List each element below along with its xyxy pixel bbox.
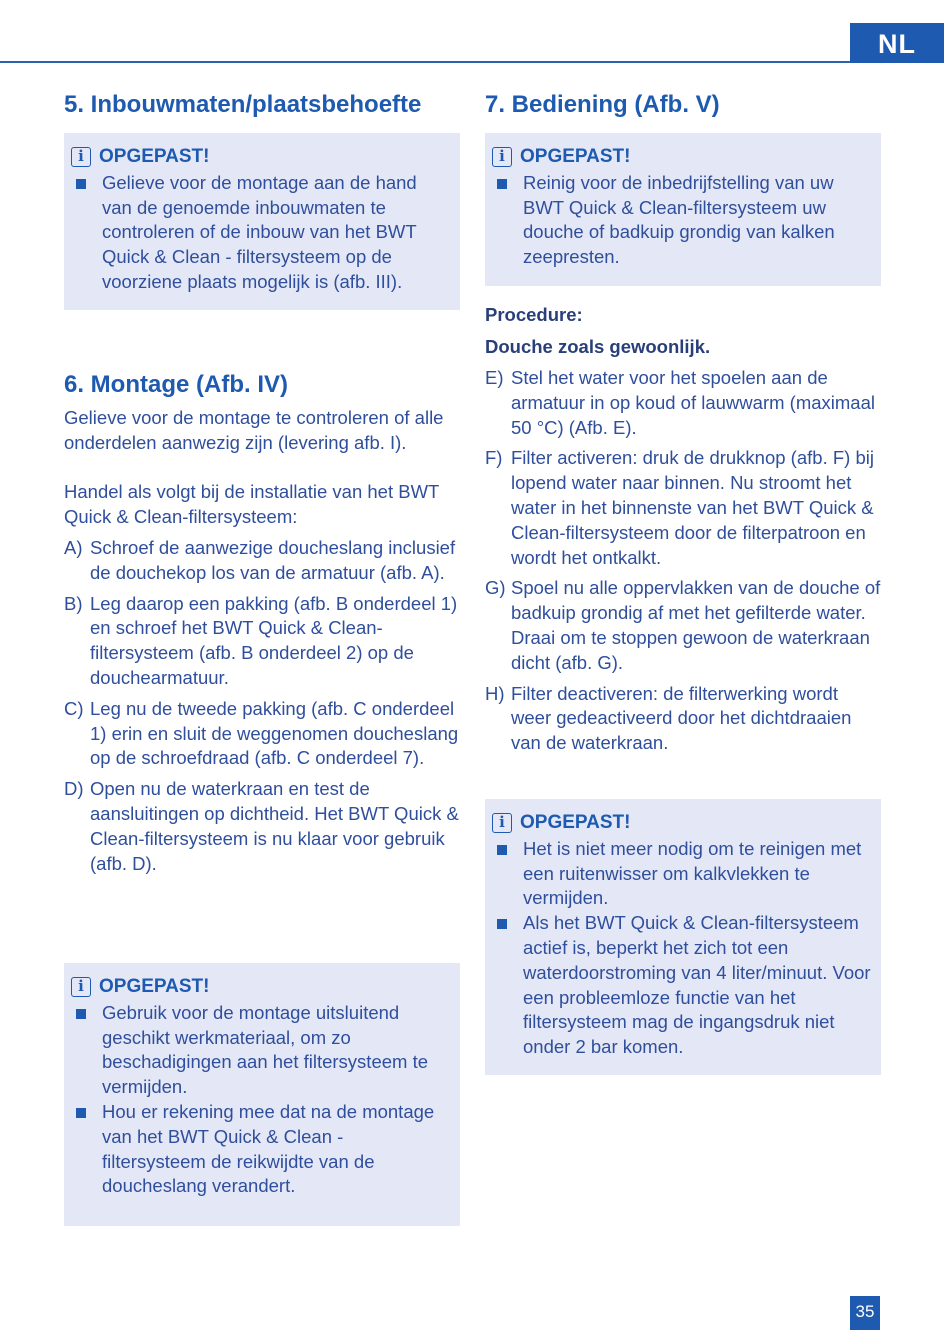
- step-label: F): [485, 447, 503, 469]
- warning-item: Gelieve voor de montage aan de hand van de genoemde inbouwmaten te controleren of de inbouw van het BWT Quick & Clean - filtersysteem op de voorziene plaats mogelijk is (afb. III).: [71, 171, 450, 295]
- warning-header: [71, 975, 450, 1000]
- step-label: B): [64, 592, 83, 614]
- step-text: Schroef de aanwezige doucheslang inclusief de douchekop los van de armatuur (afb. A).: [90, 537, 456, 583]
- warning-list: [492, 171, 871, 270]
- step-d: [64, 777, 460, 876]
- montage-intro-2: Handel als volgt bij de installatie van het BWT Quick & Clean-filtersysteem:: [64, 481, 439, 527]
- step-c: [64, 697, 460, 771]
- step-text: Open nu de waterkraan en test de aansluitingen op dichtheid. Het BWT Quick & Clean-filtersysteem is nu klaar voor gebruik (afb. D).: [90, 778, 459, 874]
- step-f: [485, 446, 881, 570]
- step-g: [485, 576, 881, 675]
- warning-item: Reinig voor de inbedrijfstelling van uw BWT Quick & Clean-filtersysteem uw douche of badkuip grondig van kalken zeepresten.: [492, 171, 871, 270]
- step-text: Leg nu de tweede pakking (afb. C onderdeel 1) erin en sluit de weggenomen doucheslang op de schroefdraad (afb. C onderdeel 7).: [90, 697, 459, 769]
- step-b: [64, 592, 460, 691]
- warning-item: Hou er rekening mee dat na de montage van het BWT Quick & Clean - filtersysteem de reikwijdte van de doucheslang verandert.: [71, 1100, 450, 1199]
- step-text: Filter deactiveren: de filterwerking wordt weer gedeactiveerd door het dichtdraaien van de waterkraan.: [511, 682, 852, 754]
- warning-box-installation-dimensions: [64, 133, 460, 310]
- step-text: Leg daarop een pakking (afb. B onderdeel 1) en schroef het BWT Quick & Clean-filtersysteem (afb. B onderdeel 2) op de douchearmatuur.: [90, 592, 458, 688]
- section-5-title: 5. Inbouwmaten/plaatsbehoefte: [64, 91, 422, 118]
- montage-steps: [64, 536, 460, 882]
- step-label: G): [485, 577, 506, 599]
- step-label: D): [64, 778, 84, 800]
- info-icon: i: [492, 813, 512, 833]
- section-7-title: 7. Bediening (Afb. V): [485, 91, 720, 118]
- section-6-title: 6. Montage (Afb. IV): [64, 371, 288, 398]
- warning-label: OPGEPAST!: [520, 146, 631, 167]
- warning-box-operation: [485, 799, 881, 1075]
- step-text: Stel het water voor het spoelen aan de armatuur in op koud of lauwwarm (maximaal 50 °C) (Afb. E).: [511, 367, 875, 438]
- operation-steps: [485, 366, 881, 762]
- warning-header: [492, 811, 871, 836]
- step-text: Spoel nu alle oppervlakken van de douche of badkuip grondig af met het gefilterde water. Draai om te stoppen gewoon de waterkraan dicht (afb. G).: [511, 577, 881, 673]
- step-e: [485, 366, 881, 440]
- step-a: [64, 536, 460, 586]
- step-h: [485, 682, 881, 756]
- step-label: C): [64, 697, 84, 719]
- step-label: E): [485, 367, 504, 388]
- warning-box-montage: [64, 963, 460, 1226]
- step-text: Filter activeren: druk de drukknop (afb. F) bij lopend water naar binnen. Nu stroomt het water in het binnenste van het BWT Quick & Clean-filtersysteem door de filterpatroon en wordt het ontkalkt.: [511, 447, 874, 568]
- procedure-subtitle: Douche zoals gewoonlijk.: [485, 336, 711, 357]
- info-icon: i: [71, 977, 91, 997]
- header-rule: [0, 61, 850, 63]
- warning-header: [71, 145, 450, 170]
- page-number: 35: [850, 1296, 880, 1330]
- warning-list: [492, 837, 871, 1060]
- warning-list: [71, 171, 450, 295]
- warning-item: Gebruik voor de montage uitsluitend geschikt werkmateriaal, om zo beschadigingen aan het filtersysteem te vermijden.: [71, 1001, 450, 1100]
- warning-header: [492, 145, 871, 170]
- warning-list: [71, 1001, 450, 1199]
- info-icon: i: [492, 147, 512, 167]
- warning-item: Als het BWT Quick & Clean-filtersysteem actief is, beperkt het zich tot een waterdoorstroming van 4 liter/minuut. Voor een probleemloze functie van het filtersysteem mag de ingangsdruk niet onder 2 bar komen.: [492, 911, 871, 1060]
- step-label: H): [485, 682, 505, 704]
- procedure-label: Procedure:: [485, 304, 583, 325]
- step-label: A): [64, 537, 83, 558]
- warning-label: OPGEPAST!: [99, 976, 210, 997]
- warning-item: Het is niet meer nodig om te reinigen met een ruitenwisser om kalkvlekken te vermijden.: [492, 837, 871, 911]
- language-badge: NL: [850, 23, 944, 63]
- warning-label: OPGEPAST!: [99, 146, 210, 167]
- warning-box-cleaning: [485, 133, 881, 286]
- warning-label: OPGEPAST!: [520, 812, 631, 833]
- info-icon: i: [71, 147, 91, 167]
- montage-intro: Gelieve voor de montage te controleren of alle onderdelen aanwezig zijn (levering afb. I).: [64, 407, 444, 453]
